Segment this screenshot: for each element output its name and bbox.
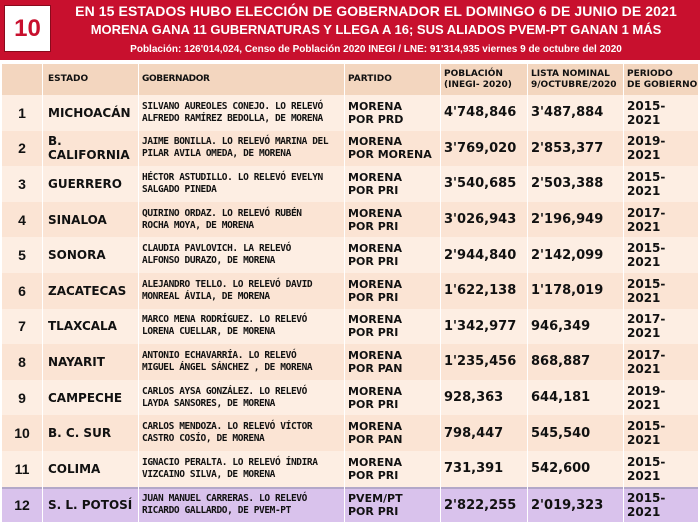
row-number: 11 xyxy=(14,460,30,477)
governor-line1: HÉCTOR ASTUDILLO. LO RELEVÓ EVELYN xyxy=(142,171,323,183)
nominal-list-value: 2'503,388 xyxy=(531,176,604,192)
party-line2: POR PAN xyxy=(348,361,403,375)
governor-line1: QUIRINO ORDAZ. LO RELEVÓ RUBÉN xyxy=(142,207,302,219)
governor-cell xyxy=(142,202,342,238)
col-header-poblacion-line1: POBLACIÓN xyxy=(444,68,503,79)
population-value: 928,363 xyxy=(444,390,504,406)
nominal-list-value: 2'196,949 xyxy=(531,212,604,228)
term-period: 2019-2021 xyxy=(627,134,666,163)
term-period: 2019-2021 xyxy=(627,383,666,412)
governor-cell xyxy=(142,95,342,131)
population-note: Población: 126'014,024, Censo de Población 2020 INEGI / LNE: 91'314,935 viernes 9 de octubre del 2020 xyxy=(130,44,622,55)
party-line2: POR PRI xyxy=(348,183,399,197)
term-period: 2017-2021 xyxy=(627,312,666,341)
table-row xyxy=(2,237,698,273)
row-number: 2 xyxy=(18,140,26,157)
state-name: TLAXCALA xyxy=(48,319,117,334)
party-cell xyxy=(348,451,438,487)
party-line1: PVEM/PT xyxy=(348,492,403,506)
subheadline: MORENA GANA 11 GUBERNATURAS Y LLEGA A 16; SUS ALIADOS PVEM-PT GANAN 1 MÁS xyxy=(90,22,662,37)
party-line1: MORENA xyxy=(348,420,403,434)
table-row xyxy=(2,202,698,238)
governor-line1: ALEJANDRO TELLO. LO RELEVÓ DAVID xyxy=(142,278,313,290)
governor-line1: IGNACIO PERALTA. LO RELEVÓ ÍNDIRA xyxy=(142,456,318,468)
party-line2: POR PRI xyxy=(348,326,399,340)
governor-line2: LORENA CUELLAR, DE MORENA xyxy=(142,326,275,338)
population-value: 3'540,685 xyxy=(444,176,517,192)
governor-line1: MARCO MENA RODRÍGUEZ. LO RELEVÓ xyxy=(142,314,307,326)
row-number: 1 xyxy=(18,104,26,121)
population-value: 731,391 xyxy=(444,461,504,477)
governor-cell xyxy=(142,415,342,451)
nominal-list-value: 1'178,019 xyxy=(531,283,604,299)
term-period: 2015-2021 xyxy=(627,98,666,127)
term-period: 2017-2021 xyxy=(627,205,666,234)
table-row xyxy=(2,487,698,523)
population-value: 1'342,977 xyxy=(444,318,517,334)
headline: EN 15 ESTADOS HUBO ELECCIÓN DE GOBERNADOR EL DOMINGO 6 DE JUNIO DE 2021 xyxy=(75,3,677,19)
col-header-periodo-line1: PERIODO xyxy=(627,68,673,79)
population-value: 3'769,020 xyxy=(444,140,517,156)
col-header-poblacion xyxy=(444,64,528,95)
governor-cell xyxy=(142,131,342,167)
party-line2: POR PRI xyxy=(348,290,399,304)
party-line2: POR PRI xyxy=(348,255,399,269)
row-number: 7 xyxy=(18,318,26,335)
state-name: GUERRERO xyxy=(48,176,122,191)
governor-cell xyxy=(142,489,342,523)
party-cell xyxy=(348,95,438,131)
governor-line1: SILVANO AUREOLES CONEJO. LO RELEVÓ xyxy=(142,100,323,112)
governor-line2: RICARDO GALLARDO, DE PVEM-PT xyxy=(142,505,291,517)
col-header-periodo xyxy=(627,64,698,95)
term-period: 2015-2021 xyxy=(627,241,666,270)
governor-line2: VIZCAINO SILVA, DE MORENA xyxy=(142,468,275,480)
term-period: 2015-2021 xyxy=(627,454,666,483)
party-line1: MORENA xyxy=(348,170,403,184)
page-number-badge: 10 xyxy=(4,5,51,52)
party-line2: POR PRD xyxy=(348,112,404,126)
term-period: 2017-2021 xyxy=(627,347,666,376)
party-cell xyxy=(348,344,438,380)
nominal-list-value: 2'142,099 xyxy=(531,247,604,263)
population-value: 4'748,846 xyxy=(444,105,517,121)
row-number: 6 xyxy=(18,282,26,299)
governor-cell xyxy=(142,166,342,202)
table-row xyxy=(2,415,698,451)
governor-cell xyxy=(142,273,342,309)
col-header-lista xyxy=(531,64,621,95)
population-value: 2'944,840 xyxy=(444,247,517,263)
governor-line2: SALGADO PINEDA xyxy=(142,183,217,195)
term-period: 2015-2021 xyxy=(627,169,666,198)
row-number: 8 xyxy=(18,353,26,370)
state-name: B. C. SUR xyxy=(48,426,112,441)
party-cell xyxy=(348,489,438,523)
governor-line1: JAIME BONILLA. LO RELEVÓ MARINA DEL xyxy=(142,136,329,148)
nominal-list-value: 868,887 xyxy=(531,354,591,370)
state-name: SONORA xyxy=(48,248,106,263)
governor-cell xyxy=(142,380,342,416)
col-header-gobernador: GOBERNADOR xyxy=(142,74,210,84)
governor-line1: CARLOS AYSA GONZÁLEZ. LO RELEVÓ xyxy=(142,385,307,397)
nominal-list-value: 644,181 xyxy=(531,390,591,406)
party-line1: MORENA xyxy=(348,242,403,256)
governor-line2: LAYDA SANSORES, DE MORENA xyxy=(142,397,275,409)
table-row xyxy=(2,273,698,309)
row-number: 3 xyxy=(18,175,26,192)
nominal-list-value: 3'487,884 xyxy=(531,105,604,121)
party-line2: POR MORENA xyxy=(348,148,432,162)
governor-line2: PILAR AVILA OMEDA, DE MORENA xyxy=(142,148,291,160)
col-header-periodo-line2: DE GOBIERNO xyxy=(627,79,698,90)
table-row xyxy=(2,344,698,380)
governor-line1: JUAN MANUEL CARRERAS. LO RELEVÓ xyxy=(142,493,307,505)
nominal-list-value: 2'019,323 xyxy=(531,497,604,513)
col-header-estado: ESTADO xyxy=(48,74,89,84)
nominal-list-value: 545,540 xyxy=(531,425,591,441)
party-line1: MORENA xyxy=(348,348,403,362)
party-cell xyxy=(348,237,438,273)
governor-line2: ALFREDO RAMÍREZ BEDOLLA, DE MORENA xyxy=(142,112,323,124)
table-header-row xyxy=(2,64,698,95)
party-line1: MORENA xyxy=(348,277,403,291)
party-line1: MORENA xyxy=(348,313,403,327)
row-number: 10 xyxy=(14,425,30,442)
party-line1: MORENA xyxy=(348,455,403,469)
population-value: 1'235,456 xyxy=(444,354,517,370)
col-header-poblacion-line2: (INEGI- 2020) xyxy=(444,79,512,90)
table-row xyxy=(2,380,698,416)
governor-line2: ROCHA MOYA, DE MORENA xyxy=(142,219,254,231)
nominal-list-value: 542,600 xyxy=(531,461,591,477)
party-line2: POR PRI xyxy=(348,468,399,482)
row-number: 5 xyxy=(18,247,26,264)
nominal-list-value: 946,349 xyxy=(531,318,591,334)
governors-table xyxy=(2,64,698,522)
party-cell xyxy=(348,380,438,416)
state-name: COLIMA xyxy=(48,461,101,476)
party-cell xyxy=(348,131,438,167)
party-cell xyxy=(348,273,438,309)
party-cell xyxy=(348,202,438,238)
term-period: 2015-2021 xyxy=(627,491,666,520)
table-row xyxy=(2,451,698,487)
governor-cell xyxy=(142,309,342,345)
state-name: S. L. POTOSÍ xyxy=(48,498,133,513)
row-number: 12 xyxy=(14,497,30,514)
nominal-list-value: 2'853,377 xyxy=(531,140,604,156)
row-number: 9 xyxy=(18,389,26,406)
party-line1: MORENA xyxy=(348,99,403,113)
col-header-lista-line1: LISTA NOMINAL xyxy=(531,68,610,79)
party-line2: POR PRI xyxy=(348,219,399,233)
population-value: 2'822,255 xyxy=(444,497,517,513)
state-name: MICHOACÁN xyxy=(48,105,131,120)
state-name: ZACATECAS xyxy=(48,283,127,298)
table-row xyxy=(2,95,698,131)
state-name: SINALOA xyxy=(48,212,107,227)
table-row xyxy=(2,166,698,202)
party-cell xyxy=(348,309,438,345)
party-cell xyxy=(348,166,438,202)
governor-cell xyxy=(142,344,342,380)
governor-line1: ANTONIO ECHAVARRÍA. LO RELEVÓ xyxy=(142,349,297,361)
governor-cell xyxy=(142,451,342,487)
governor-line1: CARLOS MENDOZA. LO RELEVÓ VÍCTOR xyxy=(142,421,313,433)
governor-line2: MONREAL ÁVILA, DE MORENA xyxy=(142,290,270,302)
governor-line1: CLAUDIA PAVLOVICH. LA RELEVÓ xyxy=(142,243,291,255)
title-banner xyxy=(0,0,700,60)
governor-line2: ALFONSO DURAZO, DE MORENA xyxy=(142,255,275,267)
col-header-partido: PARTIDO xyxy=(348,74,392,84)
population-value: 1'622,138 xyxy=(444,283,517,299)
governor-cell xyxy=(142,237,342,273)
party-line1: MORENA xyxy=(348,206,403,220)
state-name: B. CALIFORNIA xyxy=(48,134,130,163)
governor-line2: CASTRO COSÍO, DE MORENA xyxy=(142,433,265,445)
state-name: NAYARIT xyxy=(48,354,105,369)
row-number: 4 xyxy=(18,211,26,228)
governor-line2: MIGUEL ÁNGEL SÁNCHEZ , DE MORENA xyxy=(142,361,313,373)
party-line2: POR PAN xyxy=(348,433,403,447)
population-value: 3'026,943 xyxy=(444,212,517,228)
term-period: 2015-2021 xyxy=(627,276,666,305)
state-name: CAMPECHE xyxy=(48,390,123,405)
table-row xyxy=(2,131,698,167)
party-cell xyxy=(348,415,438,451)
party-line2: POR PRI xyxy=(348,505,399,519)
table-row xyxy=(2,309,698,345)
col-header-lista-line2: 9/OCTUBRE/2020 xyxy=(531,79,617,90)
population-value: 798,447 xyxy=(444,425,504,441)
party-line1: MORENA xyxy=(348,135,403,149)
party-line2: POR PRI xyxy=(348,397,399,411)
term-period: 2015-2021 xyxy=(627,419,666,448)
party-line1: MORENA xyxy=(348,384,403,398)
